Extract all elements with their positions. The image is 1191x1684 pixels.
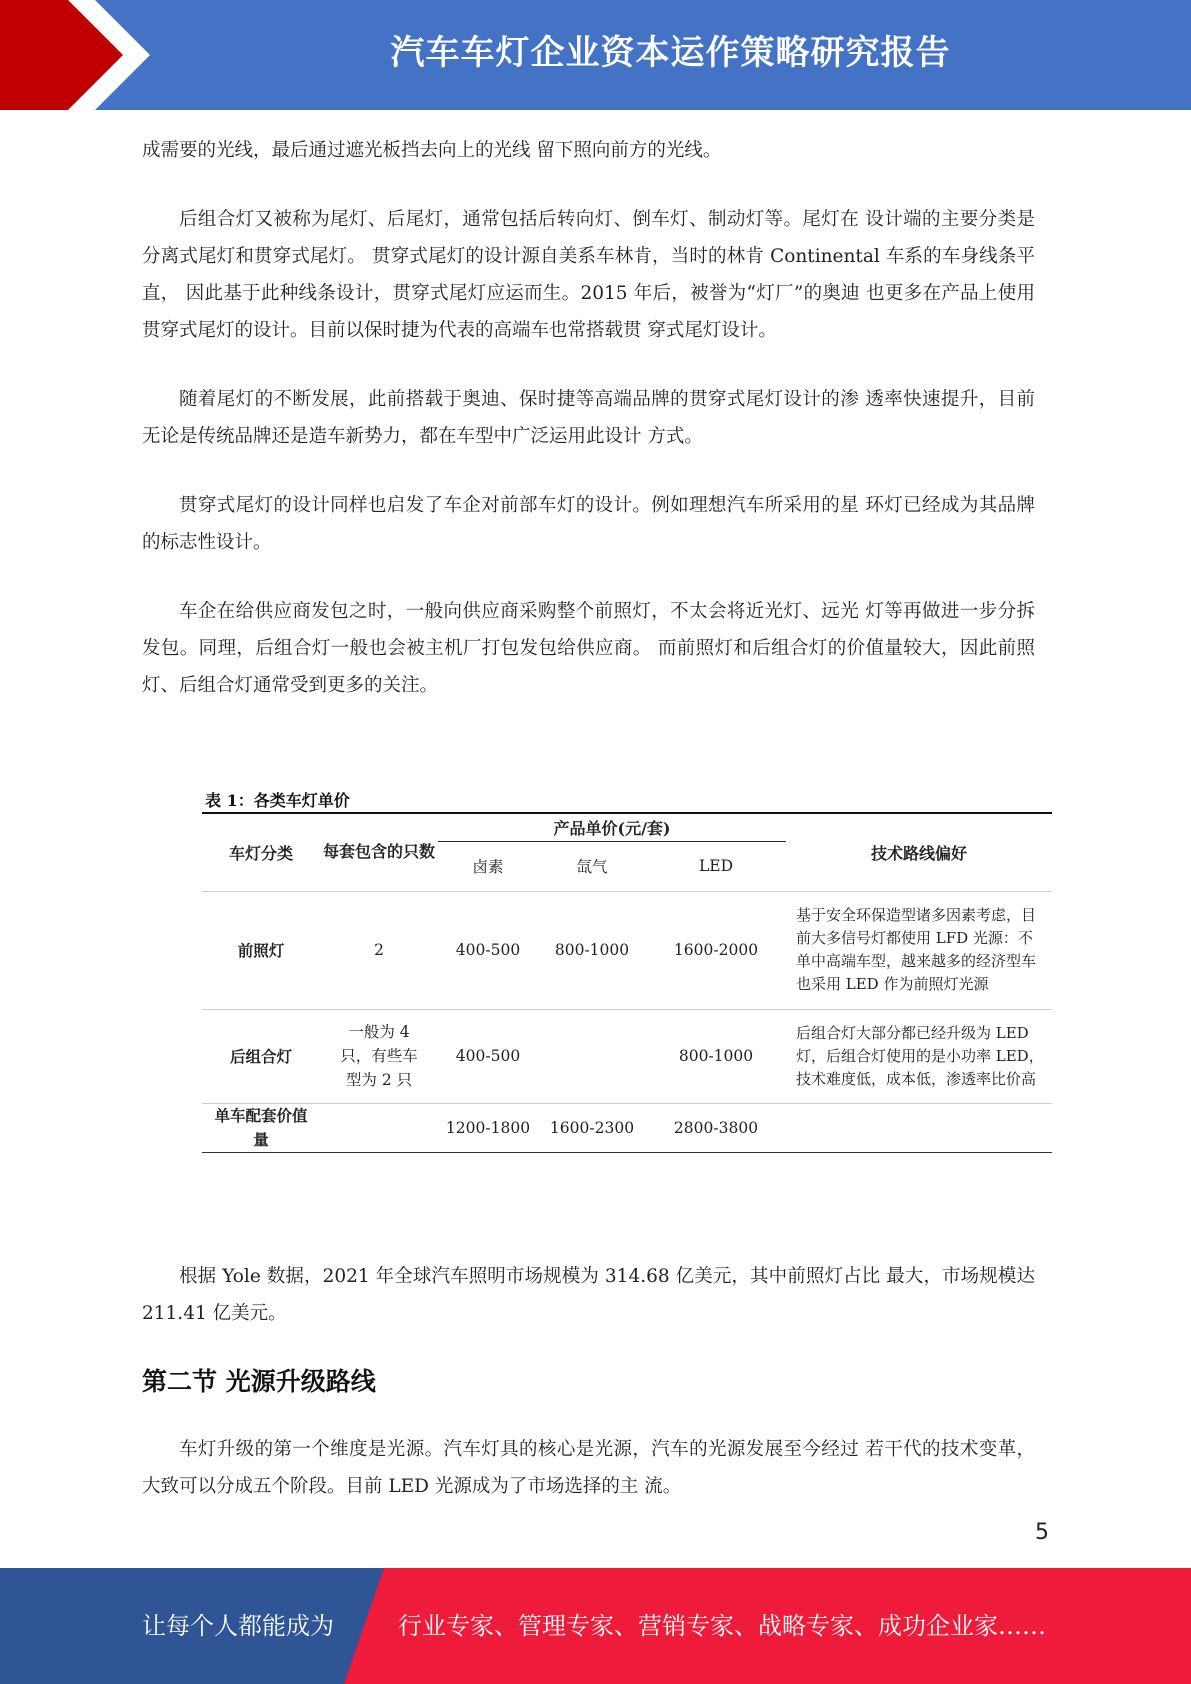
table-row	[202, 891, 1052, 1009]
cell-category: 后组合灯	[202, 1009, 320, 1103]
report-title: 汽车车灯企业资本运作策略研究报告	[390, 33, 951, 73]
header-halogen: 卤素	[472, 858, 504, 876]
paragraph: 后组合灯又被称为尾灯、后尾灯，通常包括后转向灯、倒车灯、制动灯等。尾灯在 设计端的主要分类是分离式尾灯和贯穿式尾灯。 贯穿式尾灯的设计源自美系车林肯，当时的林肯 Continental 车系的车身线条平直， 因此基于此种线条设计，贯穿式尾灯应运而生。2015 年后，被誉为“灯厂”的奥迪 也更多在产品上使用贯穿式尾灯的设计。目前以保时捷为代表的高端车也常搭载贯 穿式尾灯设计。	[142, 209, 1035, 341]
cell-count: 2	[320, 891, 438, 1009]
header-xenon: 氙气	[576, 858, 608, 876]
cell-led: 800-1000	[646, 1009, 786, 1103]
header-price-group: 产品单价(元/套)	[438, 813, 786, 841]
header-tech: 技术路线偏好	[786, 813, 1052, 891]
paragraph: 车企在给供应商发包之时，一般向供应商采购整个前照灯，不太会将近光灯、远光 灯等再做进一步分拆发包。同理，后组合灯一般也会被主机厂打包发包给供应商。 而前照灯和后组合灯的价值量较大，因此前照灯、后组合灯通常受到更多的关注。	[142, 601, 1035, 696]
cell-led: 2800-3800	[646, 1103, 786, 1152]
page-header	[0, 0, 1191, 110]
cell-xenon	[538, 1009, 646, 1103]
page-footer	[0, 1568, 1191, 1684]
cell-tech: 基于安全环保造型诸多因素考虑，目前大多信号灯都使用 LFD 光源：不单中高端车型，越来越多的经济型车也采用 LED 作为前照灯光源	[786, 891, 1052, 1009]
table-row	[202, 1009, 1052, 1103]
page-number: 5	[1035, 1520, 1049, 1545]
document-body	[142, 132, 1035, 736]
cell-halogen: 400-500	[438, 891, 538, 1009]
paragraph: 随着尾灯的不断发展，此前搭载于奥迪、保时捷等高端品牌的贯穿式尾灯设计的渗 透率快速提升，目前无论是传统品牌还是造车新势力，都在车型中广泛运用此设计 方式。	[142, 389, 1035, 447]
footer-slogan-right: 行业专家、管理专家、营销专家、战略专家、成功企业家……	[398, 1612, 1046, 1640]
paragraph: 贯穿式尾灯的设计同样也启发了车企对前部车灯的设计。例如理想汽车所采用的星 环灯已经成为其品牌的标志性设计。	[142, 495, 1035, 553]
cell-tech	[786, 1103, 1052, 1152]
header-arrow-icon	[0, 0, 160, 110]
lamp-price-table	[202, 812, 1052, 1153]
cell-count: 一般为 4 只，有些车型为 2 只	[320, 1009, 438, 1103]
table-caption: 表 1：各类车灯单价	[205, 791, 350, 810]
cell-tech: 后组合灯大部分都已经升级为 LED 灯，后组合灯使用的是小功率 LED，技术难度低，成本低，渗透率比价高	[786, 1009, 1052, 1103]
paragraph: 成需要的光线，最后通过遮光板挡去向上的光线 留下照向前方的光线。	[142, 140, 722, 161]
cell-category: 前照灯	[202, 891, 320, 1009]
section-heading: 第二节 光源升级路线	[142, 1367, 376, 1396]
header-count: 每套包含的只数	[320, 813, 438, 891]
header-led: LED	[698, 857, 734, 875]
cell-xenon: 800-1000	[538, 891, 646, 1009]
cell-halogen: 400-500	[438, 1009, 538, 1103]
cell-led: 1600-2000	[646, 891, 786, 1009]
table-row	[202, 1103, 1052, 1152]
cell-halogen: 1200-1800	[438, 1103, 538, 1152]
cell-count	[320, 1103, 438, 1152]
cell-category: 单车配套价值量	[202, 1103, 320, 1152]
header-category: 车灯分类	[202, 813, 320, 891]
footer-slogan-left: 让每个人都能成为	[142, 1612, 334, 1640]
paragraph: 根据 Yole 数据，2021 年全球汽车照明市场规模为 314.68 亿美元，其中前照灯占比 最大，市场规模达 211.41 亿美元。	[142, 1266, 1035, 1324]
paragraph: 车灯升级的第一个维度是光源。汽车灯具的核心是光源，汽车的光源发展至今经过 若干代的技术变革，大致可以分成五个阶段。目前 LED 光源成为了市场选择的主 流。	[142, 1439, 1035, 1497]
cell-xenon: 1600-2300	[538, 1103, 646, 1152]
